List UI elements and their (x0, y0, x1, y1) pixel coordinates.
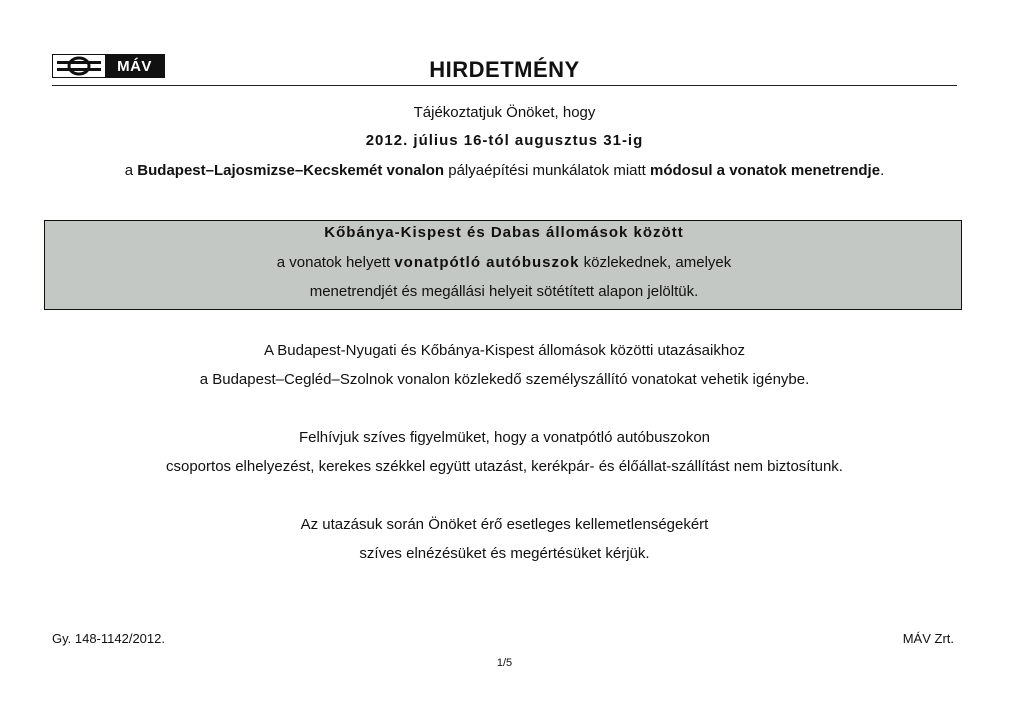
para2-line-1: Felhívjuk szíves figyelmüket, hogy a vonatpótló autóbuszokon (298, 429, 711, 446)
page-number: 1/5 (496, 657, 513, 669)
footer-reference: Gy. 148-1142/2012. (52, 631, 165, 646)
page-title: HIRDETMÉNY (429, 57, 580, 82)
para3-line-2: szíves elnézésüket és megértésüket kérjük. (359, 545, 650, 562)
box-line-2: a vonatok helyett vonatpótló autóbuszok közlekednek, amelyek (276, 254, 732, 271)
title-rule (52, 85, 957, 86)
para1-line-1: A Budapest-Nyugati és Kőbánya-Kispest állomások közötti utazásaikhoz (263, 342, 746, 359)
para3-line-1: Az utazásuk során Önöket érő esetleges kellemetlenségekért (300, 516, 709, 533)
intro-change: módosul a vonatok menetrendje (650, 162, 881, 179)
box-line-1: Kőbánya-Kispest és Dabas állomások között (324, 224, 684, 241)
logo-text: MÁV (105, 55, 164, 77)
box-line-3: menetrendjét és megállási helyeit sötétített alapon jelöltük. (309, 283, 699, 300)
intro-route: Budapest–Lajosmizse–Kecskemét vonalon (137, 162, 445, 179)
intro-line-3: a Budapest–Lajosmizse–Kecskemét vonalon pályaépítési munkálatok miatt módosul a vonatok menetrendje. (124, 162, 885, 179)
intro-date: 2012. július 16-tól augusztus 31-ig (365, 132, 644, 149)
para2-line-2: csoportos elhelyezést, kerekes székkel együtt utazást, kerékpár- és élőállat-szállítást nem biztosítunk. (166, 458, 843, 475)
footer-company: MÁV Zrt. (902, 631, 954, 646)
intro-line-1: Tájékoztatjuk Önöket, hogy (413, 104, 596, 121)
highlight-box (44, 220, 962, 310)
para1-line-2: a Budapest–Cegléd–Szolnok vonalon közlekedő személyszállító vonatokat vehetik igénybe. (199, 371, 810, 388)
box-bus-text: vonatpótló autóbuszok (394, 254, 580, 271)
